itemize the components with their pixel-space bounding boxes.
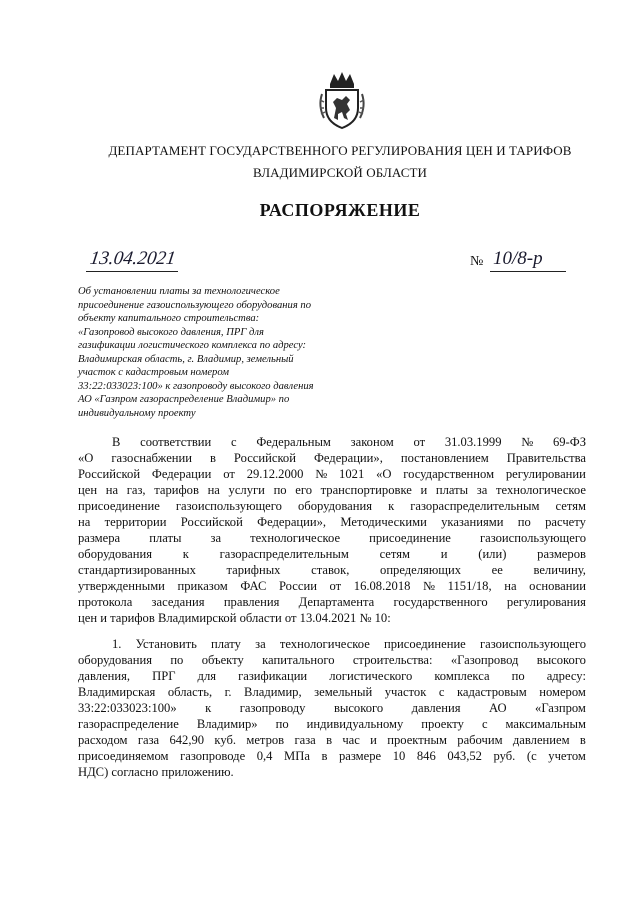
text-line: НДС) согласно приложению.	[78, 765, 234, 779]
number-underline	[490, 271, 566, 272]
text-line: размера платы за технологическое присоединение газоиспользующего	[78, 531, 586, 545]
subject-line: «Газопровод высокого давления, ПРГ для	[78, 326, 264, 338]
paragraph-clause-1	[78, 636, 586, 780]
text-line: давления, ПРГ для газификации логистического комплекса по адресу:	[78, 669, 586, 683]
text-line: на территории Российской Федерации», Методическими указаниями по расчету	[78, 515, 586, 529]
paragraph-preamble	[78, 434, 586, 626]
text-line: расходом газа 642,90 куб. метров газа в час и проектным рабочим давлением в	[78, 733, 586, 747]
subject-line: участок с кадастровым номером	[78, 367, 229, 378]
text-line: оборудования к газораспределительным сетям и (или) размеров	[78, 547, 586, 561]
text-line: Владимирская область, г. Владимир, земельный участок с кадастровым номером	[78, 685, 586, 699]
text-line: 1. Установить плату за технологическое присоединение газоиспользующего	[112, 637, 586, 651]
document-date: 13.04.2021	[88, 248, 178, 269]
subject-line: объекту капитального строительства:	[78, 313, 260, 324]
text-line: утвержденными приказом ФАС России от 16.08.2018 № 1151/18, на основании	[78, 579, 586, 593]
coat-of-arms-icon	[316, 70, 368, 130]
text-line: присоединяемом газопроводе 0,4 МПа в размере 10 846 043,52 руб. (с учетом	[78, 749, 586, 763]
text-line: «О газоснабжении в Российской Федерации», постановлением Правительства	[78, 451, 586, 465]
number-label: №	[470, 254, 484, 269]
department-name-line1: ДЕПАРТАМЕНТ ГОСУДАРСТВЕННОГО РЕГУЛИРОВАНИЯ ЦЕН И ТАРИФОВ	[108, 143, 572, 158]
text-line: Российской Федерации от 29.12.2000 № 1021 «О государственном регулировании	[78, 467, 586, 481]
document-number: 10/8-р	[493, 248, 543, 269]
subject-line: 33:22:033023:100» к газопроводу высокого давления	[78, 380, 314, 392]
text-line: цен на газ, тарифов на услуги по его транспортировке и платы за технологическое	[78, 483, 586, 497]
department-name-line2: ВЛАДИМИРСКОЙ ОБЛАСТИ	[252, 165, 428, 180]
text-line: газораспределение Владимир» по индивидуальному проекту с максимальным	[78, 717, 586, 731]
document-type-title: РАСПОРЯЖЕНИЕ	[259, 200, 421, 220]
text-line: протокола заседания правления Департамента государственного регулирования	[78, 595, 586, 609]
text-line: цен и тарифов Владимирской области от 13.04.2021 № 10:	[78, 611, 391, 625]
subject-line: газификации логистического комплекса по адресу:	[78, 340, 307, 351]
date-underline	[86, 271, 178, 272]
text-line: В соответствии с Федеральным законом от 31.03.1999 № 69-ФЗ	[112, 435, 586, 449]
subject-line: Владимирская область, г. Владимир, земельный	[78, 353, 294, 365]
subject-line: индивидуальному проекту	[78, 407, 196, 419]
text-line: стандартизированных тарифных ставок, определяющих ее величину,	[78, 563, 586, 577]
subject-line: Об установлении платы за технологическое	[78, 286, 280, 297]
document-subject	[78, 285, 368, 420]
text-line: 33:22:033023:100» к газопроводу высокого давления АО «Газпром	[78, 701, 586, 715]
text-line: оборудования по объекту капитального строительства: «Газопровод высокого	[78, 653, 586, 667]
subject-line: АО «Газпром газораспределение Владимир» по	[78, 394, 290, 405]
text-line: присоединение газоиспользующего оборудования к газораспределительным сетям	[78, 499, 586, 513]
subject-line: присоединение газоиспользующего оборудования по	[78, 299, 312, 311]
